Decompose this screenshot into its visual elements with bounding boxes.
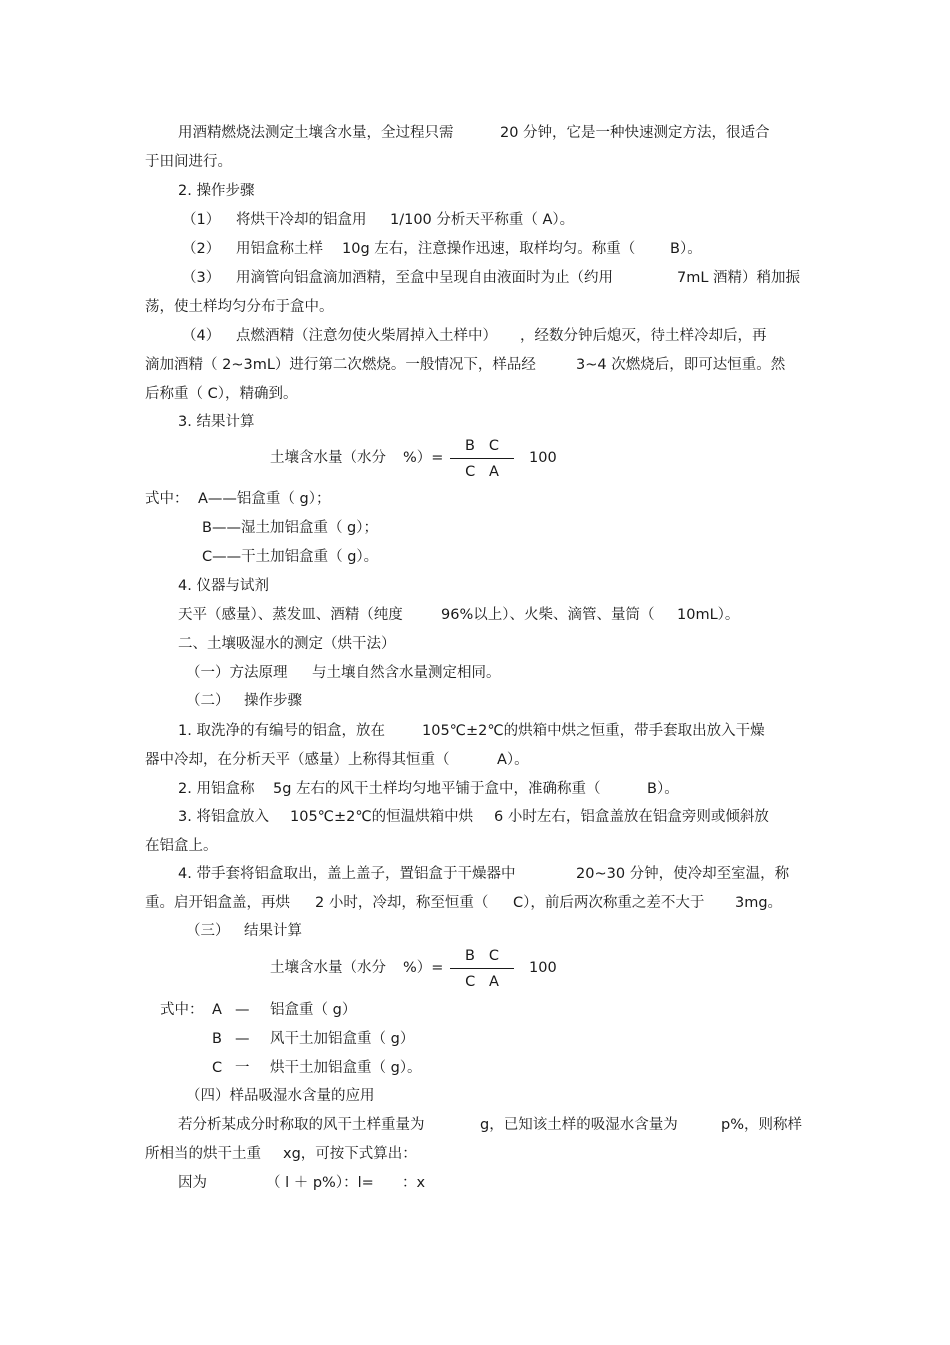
fraction-numerator: B C: [465, 438, 499, 454]
text-line: B）。: [670, 241, 702, 257]
dash-symbol: —: [235, 1031, 250, 1047]
text-line: 20~30 分钟，使冷却至室温，称: [576, 866, 790, 882]
text-line: A——铝盒重（ g）；: [198, 491, 331, 507]
text-line: 7mL 酒精）稍加振: [677, 270, 801, 286]
fraction-denominator: C A: [465, 464, 499, 480]
formula-label: %）=: [403, 960, 444, 976]
text-line: 2 小时，冷却，称至恒重（: [315, 895, 489, 911]
text-line: 在铝盒上。: [145, 838, 218, 854]
text-line: 于田间进行。: [145, 154, 232, 170]
text-line: 与土壤自然含水量测定相同。: [312, 665, 501, 681]
formula-label: 土壤含水量（水分: [270, 960, 386, 976]
variable-symbol: A: [212, 1002, 222, 1018]
formula-label: %）=: [403, 450, 444, 466]
text-line: 3mg。: [735, 895, 783, 911]
step-number: （2）: [182, 241, 221, 257]
step-number: （4）: [182, 328, 221, 344]
text-line: 若分析某成分时称取的风干土样重量为: [178, 1117, 425, 1133]
section-heading: 2. 操作步骤: [178, 183, 255, 199]
text-line: p%，则称样: [721, 1117, 802, 1133]
text-line: 所相当的烘干土重: [145, 1146, 261, 1162]
text-line: 1. 取洗净的有编号的铝盒，放在: [178, 723, 385, 739]
text-line: 风干土加铝盒重（ g）: [270, 1031, 415, 1047]
dash-symbol: 一: [235, 1060, 250, 1076]
variable-symbol: B: [212, 1031, 222, 1047]
subsection-heading: 结果计算: [244, 923, 302, 939]
text-line: 6 小时左右，铝盒盖放在铝盒旁则或倾斜放: [494, 809, 769, 825]
text-line: 重。启开铝盒盖，再烘: [145, 895, 290, 911]
text-line: 20 分钟，它是一种快速测定方法，很适合: [500, 125, 770, 141]
text-line: B——湿土加铝盒重（ g）；: [202, 520, 379, 536]
text-line: 105℃±2℃的恒温烘箱中烘: [290, 809, 474, 825]
text-line: 96%以上）、火柴、滴管、量筒（: [441, 607, 655, 623]
text-line: 10g 左右，注意操作迅速，取样均匀。称重（: [342, 241, 636, 257]
formula-text: ：x: [402, 1175, 426, 1191]
section-heading: 二、土壤吸湿水的测定（烘干法）: [178, 636, 396, 652]
subsection-heading: （四）样品吸湿水含量的应用: [186, 1088, 375, 1104]
dash-symbol: —: [235, 1002, 250, 1018]
text-line: 因为: [178, 1175, 207, 1191]
text-line: A）。: [497, 752, 529, 768]
text-line: 器中冷却，在分析天平（感量）上称得其恒重（: [145, 752, 450, 768]
fraction-denominator: C A: [465, 974, 499, 990]
text-line: 铝盒重（ g）: [270, 1002, 357, 1018]
text-line: g，已知该土样的吸湿水含量为: [480, 1117, 678, 1133]
text-line: 式中：: [145, 491, 189, 507]
text-line: 用铝盒称土样: [236, 241, 323, 257]
text-line: 荡，使土样均匀分布于盒中。: [145, 299, 334, 315]
text-line: 4. 带手套将铝盒取出，盖上盖子，置铝盒于干燥器中: [178, 866, 516, 882]
text-line: B）。: [647, 781, 679, 797]
text-line: 1/100 分析天平称重（ A）。: [390, 212, 575, 228]
text-line: 烘干土加铝盒重（ g）。: [270, 1060, 422, 1076]
subsection-heading: （二）: [186, 693, 230, 709]
text-line: C——干土加铝盒重（ g）。: [202, 549, 379, 565]
fraction-bar: [450, 968, 514, 969]
formula-multiplier: 100: [529, 960, 557, 976]
text-line: 滴加酒精（ 2~3mL）进行第二次燃烧。一般情况下，样品经: [145, 357, 536, 373]
text-line: 用滴管向铝盒滴加酒精，至盒中呈现自由液面时为止（约用: [236, 270, 613, 286]
text-line: 后称重（ C），精确到。: [145, 386, 298, 402]
text-line: xg，可按下式算出：: [283, 1146, 417, 1162]
text-line: 天平（感量）、蒸发皿、酒精（纯度: [178, 607, 403, 623]
text-line: 10mL）。: [677, 607, 740, 623]
text-line: C），前后两次称重之差不大于: [513, 895, 705, 911]
text-line: 5g 左右的风干土样均匀地平铺于盒中，准确称重（: [273, 781, 601, 797]
text-line: 式中：: [160, 1002, 204, 1018]
text-line: 用酒精燃烧法测定土壤含水量，全过程只需: [178, 125, 454, 141]
text-line: 将烘干冷却的铝盒用: [236, 212, 367, 228]
formula-fraction: [450, 947, 514, 991]
text-line: 2. 用铝盒称: [178, 781, 255, 797]
text-line: 3. 将铝盒放入: [178, 809, 269, 825]
subsection-heading: （一）方法原理: [186, 665, 288, 681]
variable-symbol: C: [212, 1060, 223, 1076]
formula-label: 土壤含水量（水分: [270, 450, 386, 466]
fraction-bar: [450, 458, 514, 459]
section-heading: 3. 结果计算: [178, 414, 255, 430]
subsection-heading: （三）: [186, 923, 230, 939]
step-number: （3）: [182, 270, 221, 286]
text-line: 3~4 次燃烧后，即可达恒重。然: [576, 357, 786, 373]
formula-fraction: [450, 437, 514, 481]
section-heading: 4. 仪器与试剂: [178, 578, 269, 594]
step-number: （1）: [182, 212, 221, 228]
formula-multiplier: 100: [529, 450, 557, 466]
text-line: 点燃酒精（注意勿使火柴屑掉入土样中）: [236, 328, 497, 344]
formula-text: （ l ＋ p%）：l=: [266, 1175, 374, 1191]
text-line: 105℃±2℃的烘箱中烘之恒重，带手套取出放入干燥: [422, 723, 765, 739]
subsection-heading: 操作步骤: [244, 693, 302, 709]
text-line: ，经数分钟后熄灭，待土样冷却后，再: [520, 328, 767, 344]
fraction-numerator: B C: [465, 948, 499, 964]
